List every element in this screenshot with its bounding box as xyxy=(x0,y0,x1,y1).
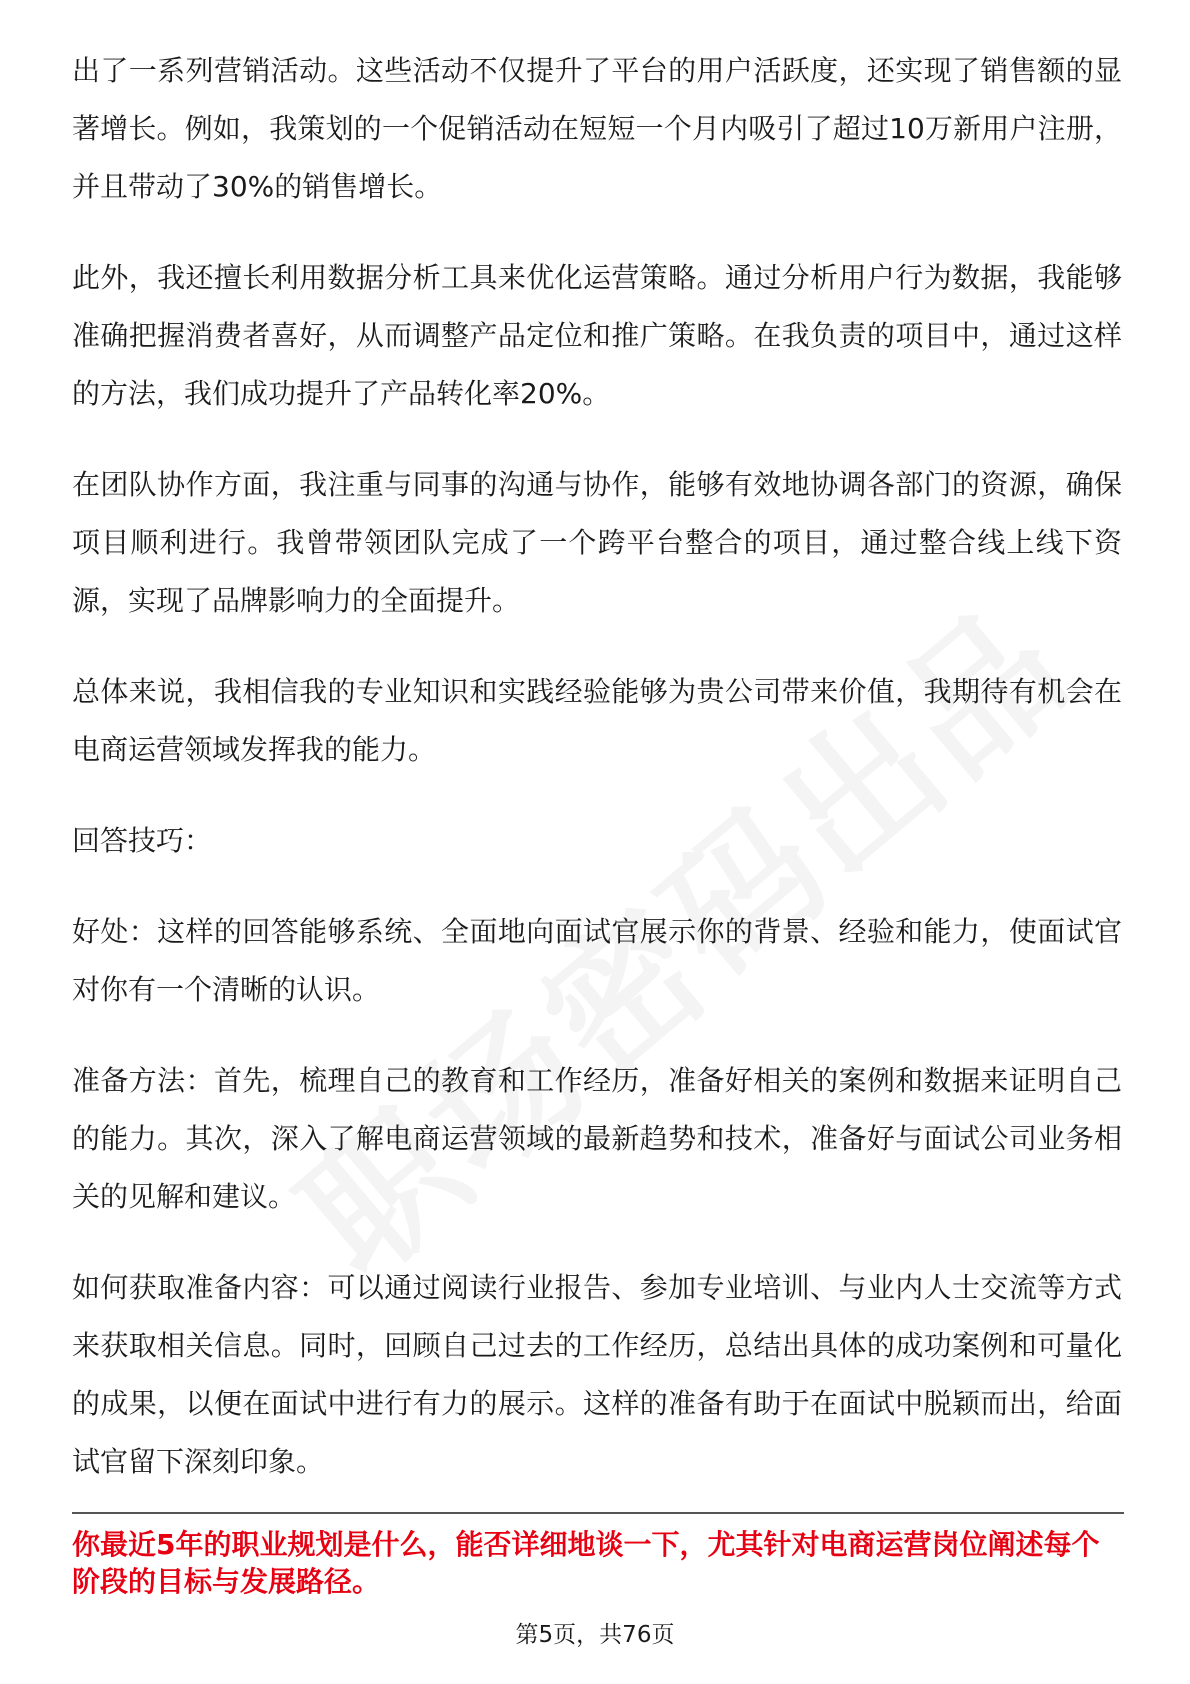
paragraph-tips-heading: 回答技巧： xyxy=(72,824,213,857)
paragraph-data-analysis: 此外，我还擅长利用数据分析工具来优化运营策略。通过分析用户行为数据，我能够准确把握消费者喜好，从而调整产品定位和推广策略。在我负责的项目中，通过这样的方法，我们成功提升了产品转化率20%。 xyxy=(72,261,1122,410)
section-divider xyxy=(72,1512,1124,1514)
paragraph-preparation: 准备方法：首先，梳理自己的教育和工作经历，准备好相关的案例和数据来证明自己的能力。其次，深入了解电商运营领域的最新趋势和技术，准备好与面试公司业务相关的见解和建议。 xyxy=(72,1064,1122,1213)
paragraph-teamwork: 在团队协作方面，我注重与同事的沟通与协作，能够有效地协调各部门的资源，确保项目顺利进行。我曾带领团队完成了一个跨平台整合的项目，通过整合线上线下资源，实现了品牌影响力的全面提升。 xyxy=(72,468,1122,617)
paragraph-achievements: 出了一系列营销活动。这些活动不仅提升了平台的用户活跃度，还实现了销售额的显著增长。例如，我策划的一个促销活动在短短一个月内吸引了超过10万新用户注册，并且带动了30%的销售增长。 xyxy=(72,54,1122,203)
paragraph-how-to-prepare: 如何获取准备内容：可以通过阅读行业报告、参加专业培训、与业内人士交流等方式来获取相关信息。同时，回顾自己过去的工作经历，总结出具体的成功案例和可量化的成果，以便在面试中进行有力的展示。这样的准备有助于在面试中脱颖而出，给面试官留下深刻印象。 xyxy=(72,1271,1122,1478)
paragraph-benefits: 好处：这样的回答能够系统、全面地向面试官展示你的背景、经验和能力，使面试官对你有一个清晰的认识。 xyxy=(72,915,1122,1006)
page-number: 第5页，共76页 xyxy=(515,1622,675,1648)
next-question-heading: 你最近5年的职业规划是什么，能否详细地谈一下，尤其针对电商运营岗位阐述每个阶段的目标与发展路径。 xyxy=(72,1528,1100,1598)
document-body xyxy=(72,42,1122,1524)
paragraph-summary: 总体来说，我相信我的专业知识和实践经验能够为贵公司带来价值，我期待有机会在电商运营领域发挥我的能力。 xyxy=(72,675,1122,766)
